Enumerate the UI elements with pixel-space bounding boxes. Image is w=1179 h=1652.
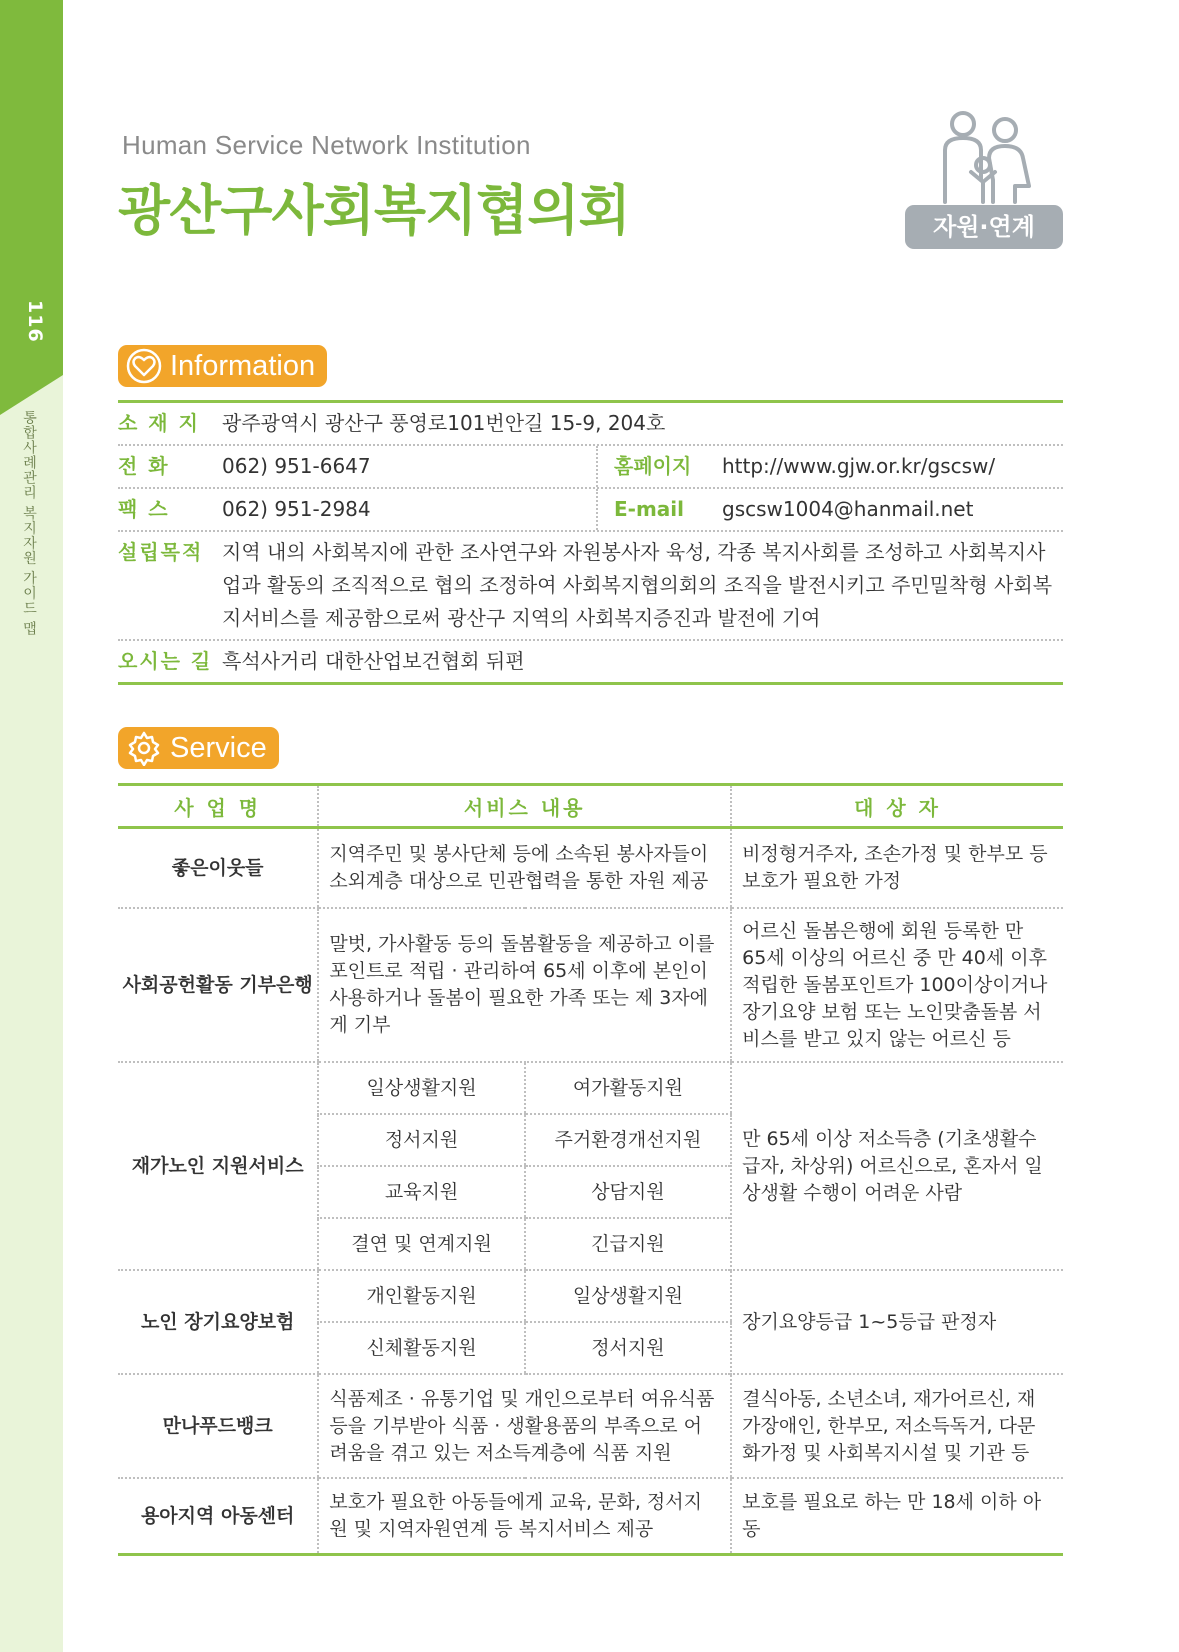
address-label: 소 재 지 — [118, 411, 200, 435]
page-subtitle: Human Service Network Institution — [122, 130, 531, 160]
table-row — [118, 1062, 1063, 1114]
service-table — [118, 783, 1063, 1556]
program-name: 사회공헌활동 기부은행 — [118, 908, 318, 1062]
category-label: 자원·연계 — [905, 205, 1063, 249]
service-item: 여가활동지원 — [525, 1062, 731, 1114]
homepage-link[interactable]: http://www.gjw.or.kr/gscsw/ — [722, 454, 996, 478]
header-target: 대 상 자 — [731, 785, 1063, 828]
program-target: 장기요양등급 1~5등급 판정자 — [731, 1270, 1063, 1374]
service-section-label: Service — [170, 732, 267, 764]
information-section-label: Information — [170, 350, 316, 382]
page-number: 116 — [24, 300, 46, 343]
table-row — [118, 1374, 1063, 1478]
program-name: 노인 장기요양보험 — [118, 1270, 318, 1374]
directions-label: 오시는 길 — [118, 649, 213, 673]
family-icon — [905, 110, 1065, 210]
table-row — [118, 908, 1063, 1062]
program-target: 어르신 돌봄은행에 회원 등록한 만 65세 이상의 어르신 중 만 40세 이후 적립한 돌봄포인트가 100이상이거나 장기요양 보험 또는 노인맞춤돌봄 서비스를 받고 있지 않는 어르신 등 — [731, 908, 1063, 1062]
header-content: 서비스 내용 — [318, 785, 731, 828]
purpose-value: 지역 내의 사회복지에 관한 조사연구와 자원봉사자 육성, 각종 복지사회를 조성하고 사회복지사업과 활동의 조직적으로 협의 조정하여 사회복지협의회의 조직을 발전시키고 주민밀착형 사회복지서비스를 제공함으로써 광산구 지역의 사회복지증진과 발전에 기여 — [222, 540, 1053, 630]
fax-label: 팩 스 — [118, 497, 170, 521]
service-item: 상담지원 — [525, 1166, 731, 1218]
email-link[interactable]: gscsw1004@hanmail.net — [722, 497, 974, 521]
program-content: 보호가 필요한 아동들에게 교육, 문화, 정서지원 및 지역자원연계 등 복지서비스 제공 — [318, 1478, 731, 1555]
heart-icon — [126, 348, 162, 384]
directions-value: 흑석사거리 대한산업보건협회 뒤편 — [222, 649, 525, 673]
information-section-tag — [118, 345, 327, 387]
info-row-directions — [118, 641, 1063, 685]
guide-title: 통합사례관리 복지자원 가이드 맵 — [21, 410, 37, 637]
header-program: 사 업 명 — [118, 785, 318, 828]
program-target: 만 65세 이상 저소득층 (기초생활수급자, 차상위) 어르신으로, 혼자서 일상생활 수행이 어려운 사람 — [731, 1062, 1063, 1270]
program-content: 식품제조 · 유통기업 및 개인으로부터 여유식품 등을 기부받아 식품 · 생활용품의 부족으로 어려움을 겪고 있는 저소득계층에 식품 지원 — [318, 1374, 731, 1478]
address-value: 광주광역시 광산구 풍영로101번안길 15-9, 204호 — [222, 411, 666, 435]
program-name: 재가노인 지원서비스 — [118, 1062, 318, 1270]
service-item: 정서지원 — [525, 1322, 731, 1374]
program-target: 비정형거주자, 조손가정 및 한부모 등 보호가 필요한 가정 — [731, 828, 1063, 909]
info-row-fax — [118, 489, 1063, 532]
email-label: E-mail — [614, 497, 685, 521]
info-row-purpose — [118, 532, 1063, 641]
service-section-tag — [118, 727, 279, 769]
homepage-label: 홈페이지 — [614, 454, 692, 478]
phone-value: 062) 951-6647 — [222, 454, 371, 478]
table-row — [118, 1478, 1063, 1555]
service-item: 긴급지원 — [525, 1218, 731, 1270]
table-row — [118, 828, 1063, 909]
service-item: 결연 및 연계지원 — [318, 1218, 524, 1270]
program-name: 용아지역 아동센터 — [118, 1478, 318, 1555]
program-content: 지역주민 및 봉사단체 등에 소속된 봉사자들이 소외계층 대상으로 민관협력을 통한 자원 제공 — [318, 828, 731, 909]
service-item: 일상생활지원 — [318, 1062, 524, 1114]
sidebar-accent-tip — [0, 375, 63, 415]
info-row-phone — [118, 446, 1063, 489]
information-table — [118, 400, 1063, 685]
purpose-label: 설립목적 — [118, 540, 204, 564]
program-content: 말벗, 가사활동 등의 돌봄활동을 제공하고 이를 포인트로 적립 · 관리하여 65세 이후에 본인이 사용하거나 돌봄이 필요한 가족 또는 제 3자에게 기부 — [318, 908, 731, 1062]
table-row — [118, 1270, 1063, 1322]
program-target: 보호를 필요로 하는 만 18세 이하 아동 — [731, 1478, 1063, 1555]
service-item: 신체활동지원 — [318, 1322, 524, 1374]
info-row-address — [118, 403, 1063, 446]
page-title: 광산구사회복지협의회 — [118, 179, 630, 242]
service-item: 주거환경개선지원 — [525, 1114, 731, 1166]
service-item: 교육지원 — [318, 1166, 524, 1218]
program-target: 결식아동, 소년소녀, 재가어르신, 재가장애인, 한부모, 저소득독거, 다문화가정 및 사회복지시설 및 기관 등 — [731, 1374, 1063, 1478]
program-name: 좋은이웃들 — [118, 828, 318, 909]
service-item: 일상생활지원 — [525, 1270, 731, 1322]
service-header-row — [118, 785, 1063, 828]
gear-icon — [126, 730, 162, 766]
category-badge — [905, 110, 1065, 255]
service-item: 개인활동지원 — [318, 1270, 524, 1322]
service-item: 정서지원 — [318, 1114, 524, 1166]
fax-value: 062) 951-2984 — [222, 497, 371, 521]
phone-label: 전 화 — [118, 454, 170, 478]
program-name: 만나푸드뱅크 — [118, 1374, 318, 1478]
